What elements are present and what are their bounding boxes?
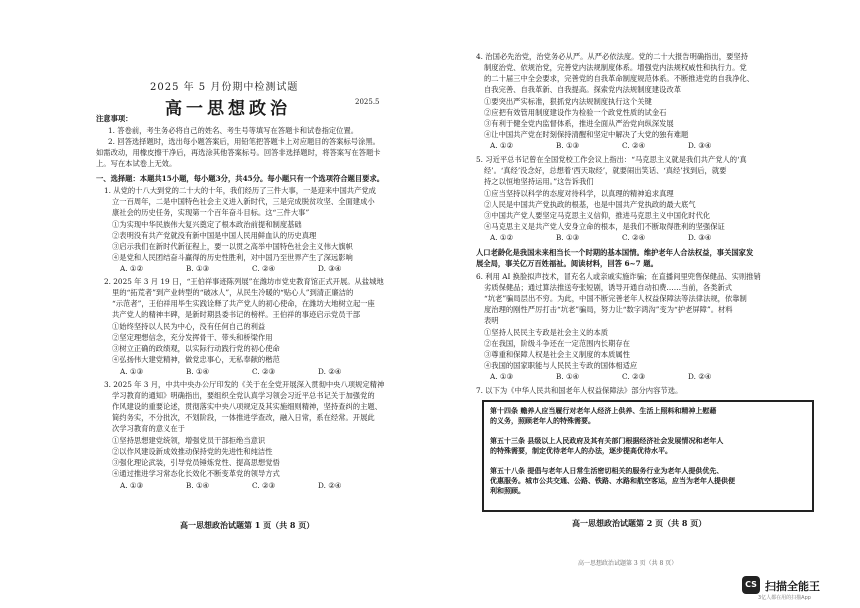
- question-item: ①始终坚持以人民为中心，没有任何自己的利益: [112, 322, 266, 331]
- answer-options: [120, 367, 384, 377]
- law-line: 的特殊需要，制定优待老年人的办法，逐步提高优待水平。: [490, 446, 672, 455]
- question-item: ④我国的国家职能与人民民主专政的国体相适应: [484, 361, 638, 370]
- option-b: B. ①③: [186, 264, 210, 273]
- scanner-logo-icon: CS: [742, 576, 760, 594]
- option-c: C. ②③: [252, 367, 276, 376]
- option-a: A. ①②: [490, 233, 513, 242]
- scanner-name: 扫描全能王: [765, 580, 820, 593]
- question-item: ②应把有效管用制度建设作为检验一个政党性质的试金石: [484, 108, 667, 117]
- option-a: A. ①③: [120, 367, 143, 376]
- question-item: ②表明没有共产党就没有新中国是中国人民用鲜血认的历史真理: [112, 231, 317, 240]
- question-item: ①为实现中华民族伟大复兴奠定了根本政治前提和制度基础: [112, 220, 302, 229]
- question-item: ③强化理论武装，引导党员锤炼党性、提高思想觉悟: [112, 458, 280, 467]
- question-stem: 立一百周年，二是中国特色社会主义进入新时代，三是完成脱贫攻坚、全面建成小: [112, 197, 375, 206]
- question-stem: 度治理的刚性严厉打击“坑老”骗局，努力让“数字鸿沟”变为“护老屏障”。材料: [484, 305, 733, 314]
- option-d: D. ②④: [688, 372, 712, 381]
- note-line: 上。写在本试卷上无效。: [96, 159, 177, 168]
- law-line: 优惠服务。城市公共交通、公路、铁路、水路和航空客运，应当为老年人提供便: [490, 476, 735, 485]
- option-d: D. ②④: [318, 367, 342, 376]
- option-b: B. ①④: [556, 372, 580, 381]
- question-stem: “坑老”骗局层出不穷。为此，中国不断完善老年人权益保障法等法律法规，依靠制: [484, 294, 747, 303]
- law-line: 的义务，照顾老年人的特殊需要。: [490, 416, 595, 425]
- option-a: A. ①③: [490, 372, 513, 381]
- material-note: 人口老龄化是我国未来相当长一个时期的基本国情。维护老年人合法权益，事关国家发: [476, 248, 754, 257]
- option-c: C. ②③: [252, 481, 276, 490]
- question-item: ①坚持人民民主专政是社会主义的本质: [484, 328, 609, 337]
- question-stem: 的二十届三中全会要求，完善党的自我革命制度规范体系。不断推进党的自我净化、: [484, 74, 754, 83]
- answer-options: [490, 372, 754, 382]
- question-stem: 4. 治国必先治党，治党务必从严。从严必依法度。党的二十大报告明确指出，要坚持: [476, 52, 748, 61]
- option-d: D. ②④: [318, 481, 342, 490]
- law-line: 利和照顾。: [490, 486, 525, 495]
- option-b: B. ①③: [556, 233, 580, 242]
- question-stem: 作风建设的重要论述，贯彻落实中央八项规定及其实施细则精神，坚持查纠的主题、: [112, 402, 382, 411]
- question-stem: 6. 利用 AI 换脸拟声技术，冒充名人或亲戚实施诈骗；在直播间里兜售保健品、实则推销: [476, 272, 761, 281]
- subject-title: 高一思想政治: [165, 99, 291, 119]
- question-item: ①应当坚持以科学的态度对待科学，以真理的精神追求真理: [484, 189, 674, 198]
- notes-header: 注意事项：: [96, 114, 133, 123]
- question-item: ①要突出严实标准，狠抓党内法规制度执行这个关键: [484, 97, 652, 106]
- question-stem: 7. 以下为《中华人民共和国老年人权益保障法》部分内容节选。: [476, 386, 683, 395]
- question-stem: 3. 2025 年 3 月，中共中央办公厅印发的《关于在全党开展深入贯彻中央八项规定精神: [104, 380, 385, 389]
- question-item: ④是党和人民团结奋斗赢得的历史性胜利，对中国乃至世界产生了深远影响: [112, 253, 353, 262]
- question-stem: 2. 2025 年 3 月 19 日，“王伯祥事迹陈列展”在潍坊市党史教育馆正式开展。从盐城地: [104, 277, 384, 286]
- answer-options: [490, 141, 754, 151]
- question-stem: 表明: [484, 316, 499, 325]
- question-item: ③中国共产党人要坚定马克思主义信仰，推进马克思主义中国化时代化: [484, 211, 711, 220]
- law-line: 第五十三条 县级以上人民政府及其有关部门根据经济社会发展情况和老年人: [490, 436, 724, 445]
- option-c: C. ②④: [622, 141, 646, 150]
- scanner-tagline: 3亿人都在用的扫描App: [758, 595, 811, 601]
- option-a: A. ①②: [490, 141, 513, 150]
- option-c: C. ②③: [622, 372, 646, 381]
- answer-options: [120, 481, 384, 491]
- question-item: ④让中国共产党在时刻保持清醒和坚定中解决了大党的独有难题: [484, 130, 689, 139]
- option-d: D. ③④: [318, 264, 342, 273]
- question-stem: “示范者”，王伯祥用毕生实践诠释了共产党人的初心使命，在潍坊大地树立起一座: [112, 299, 375, 308]
- question-stem: 学习教育的通知》明确指出，要组织全党认真学习领会习近平总书记关于加强党的: [112, 391, 375, 400]
- question-stem: 劣质保健品；通过算法推送夸张短剧，诱导开通自动扣费……当前，各类新式: [484, 283, 733, 292]
- note-line: 1. 答卷前，考生务必将自己的姓名、考生号等填写在答题卡和试卷指定位置。: [108, 126, 359, 135]
- question-item: ①坚持思想建党统领，增强党员干部拒绝当意识: [112, 436, 266, 445]
- section-heading: 一、选择题：本题共15小题，每小题3分，共45分。每小题只有一个选项符合题目要求。: [96, 174, 385, 183]
- question-item: ②以作风建设新成效推动保持党的先进性和纯洁性: [112, 447, 273, 456]
- option-b: B. ①③: [556, 141, 580, 150]
- question-stem: 次学习教育的意义在于: [112, 424, 185, 433]
- note-line: 2. 回答选择题时，选出每小题答案后，用铅笔把答题卡上对应题目的答案标号涂黑。: [108, 137, 380, 146]
- answer-options: [120, 264, 384, 274]
- law-line: 第五十八条 提倡与老年人日常生活密切相关的服务行业为老年人提供优先、: [490, 466, 724, 475]
- question-item: ③尊重和保障人权是社会主义制度的本质属性: [484, 350, 630, 359]
- option-d: D. ③④: [688, 141, 712, 150]
- question-item: ②坚定理想信念，充分发挥骨干、带头和桥梁作用: [112, 333, 273, 342]
- page-footer: 高一思想政治试题第 2 页（共 8 页）: [572, 518, 707, 528]
- question-item: ④马克思主义是共产党人安身立命的根本，是我们不断取得胜利的坚强保证: [484, 222, 725, 231]
- question-stem: 简约务实，不分批次，不划阶段，一体推进学查改，融入日常，系在经常。开展此: [112, 413, 375, 422]
- question-stem: 自我完善、自我革新、自我提高。探索党内法规制度建设改革: [484, 85, 682, 94]
- exam-title: 2025 年 5 月份期中检测试题: [150, 82, 299, 93]
- material-note: 展全局，事关亿万百姓福祉。阅读材料，回答 6~7 题。: [476, 259, 658, 268]
- question-stem: 5. 习近平总书记曾在全国党校工作会议上指出：“马克思主义就是我们共产党人的‘真: [476, 155, 747, 164]
- right-page: [430, 0, 860, 608]
- question-stem: 1. 从党的十八大到党的二十大的十年，我们经历了三件大事，一是迎来中国共产党成: [104, 186, 376, 195]
- answer-options: [490, 233, 754, 243]
- option-c: C. ②④: [622, 233, 646, 242]
- option-d: D. ③④: [688, 233, 712, 242]
- question-stem: 经’。‘真经’没念好，总想着‘西天取经’，就要闹出笑话、‘真经’找到后，就要: [484, 166, 727, 175]
- question-item: ④弘扬伟大建党精神，做党忠事心，无私奉献的楷范: [112, 355, 280, 364]
- question-stem: 里的“拓荒者”到产业转型的“破冰人”，从民生冷暖的“贴心人”到清正廉洁的: [112, 288, 354, 297]
- question-item: ③有利于健全党内监督体系，推进全面从严治党向纵深发展: [484, 119, 674, 128]
- option-a: A. ①③: [120, 481, 143, 490]
- option-a: A. ①②: [120, 264, 143, 273]
- question-item: ④通过推进学习常态化长效化不断变革党的领导方式: [112, 469, 280, 478]
- question-stem: 共产党人的精神丰碑，是新时期县委书记的榜样。王伯祥的事迹启示党员干部: [112, 310, 361, 319]
- question-item: ③树立正确的政绩观，以实际行动践行党的初心使命: [112, 344, 280, 353]
- question-stem: 持之以恒地坚持运用。”这告诉我们: [484, 177, 594, 186]
- option-b: B. ①④: [186, 481, 210, 490]
- note-line: 如需改动，用橡皮擦干净后，再选涂其他答案标号。回答非选择题时，将答案写在答题卡: [96, 148, 381, 157]
- page-footer: 高一思想政治试题第 1 页（共 8 页）: [180, 520, 315, 530]
- option-b: B. ①④: [186, 367, 210, 376]
- question-stem: 康社会的历史任务，实现第一个百年奋斗目标。这“三件大事”: [112, 208, 310, 217]
- question-item: ②人民是中国共产党执政的根基，也是中国共产党执政的最大底气: [484, 200, 696, 209]
- law-line: 第十四条 赡养人应当履行对老年人经济上供养、生活上照料和精神上慰藉: [490, 406, 717, 415]
- next-page-footer-cut: 高一思想政治试题第 3 页（共 8 页）: [578, 560, 678, 567]
- question-stem: 制度治党、依规治党，完善党内法规制度体系。增强党内法规权威性和执行力。党: [484, 63, 747, 72]
- exam-date: 2025.5: [355, 98, 380, 106]
- question-item: ③启示我们在新时代新征程上，要一以贯之高举中国特色社会主义伟大旗帜: [112, 242, 353, 251]
- option-c: C. ②④: [252, 264, 276, 273]
- question-item: ②在我国，阶级斗争还在一定范围内长期存在: [484, 339, 630, 348]
